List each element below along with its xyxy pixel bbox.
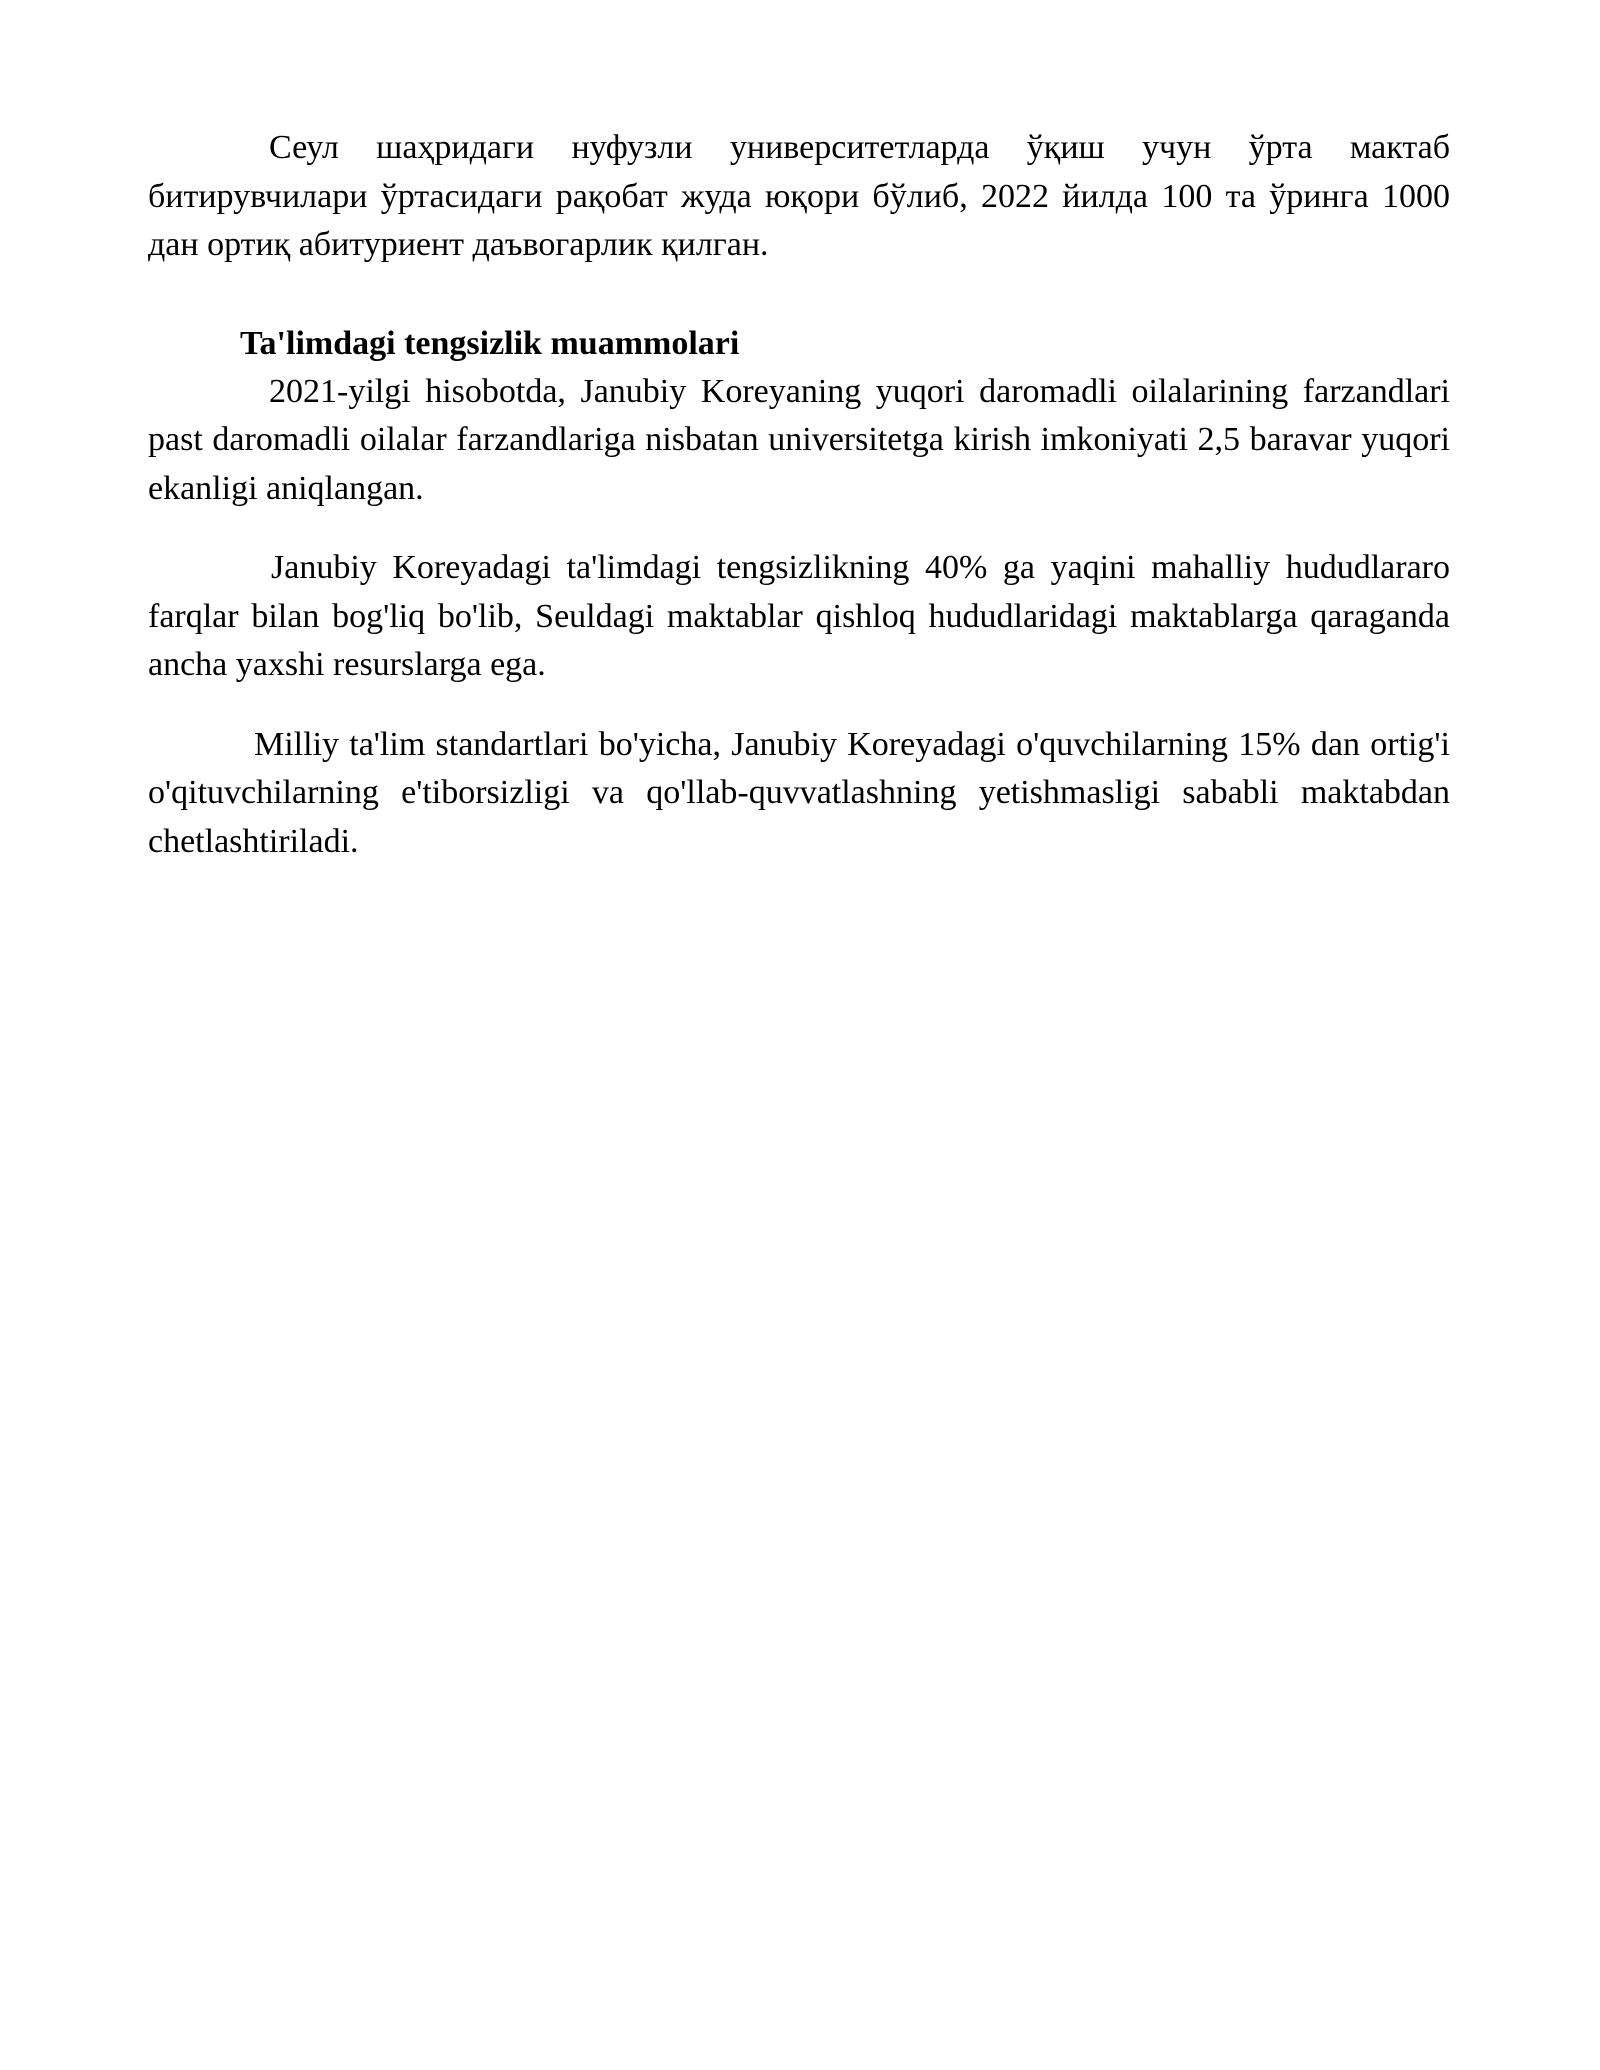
section-heading: Ta'limdagi tengsizlik muammolari [240, 324, 740, 362]
paragraph-seoul-competition: Сеул шаҳридаги нуфузли университетларда ўқиш учун ўрта мактаб битирувчилари ўртасидаги рақобат жуда юқори бўлиб, 2022 йилда 100 та ўринга 1000 дан ортиқ абитуриент даъвогарлик қилган. [148, 129, 1450, 263]
document-body [148, 124, 1450, 866]
paragraph-income-gap: 2021-yilgi hisobotda, Janubiy Koreyaning yuqori daromadli oilalarining farzandlari past daromadli oilalar farzandlariga nisbatan universitetga kirish imkoniyati 2,5 baravar yuqori ekanligi aniqlangan. [148, 372, 1450, 507]
paragraph-dropout: Milliy ta'lim standartlari bo'yicha, Janubiy Koreyadagi o'quvchilarning 15% dan ortig'i o'qituvchilarning e'tiborsizligi va qo'llab-quvvatlashning yetishmasligi sababli maktabdan chetlashtiriladi. [148, 725, 1450, 860]
paragraph-regional-inequality: Janubiy Koreyadagi ta'limdagi tengsizlikning 40% ga yaqini mahalliy hududlararo farqlar bilan bog'liq bo'lib, Seuldagi maktablar qishloq hududlaridagi maktablarga qaraganda ancha yaxshi resurslarga ega. [148, 549, 1450, 683]
